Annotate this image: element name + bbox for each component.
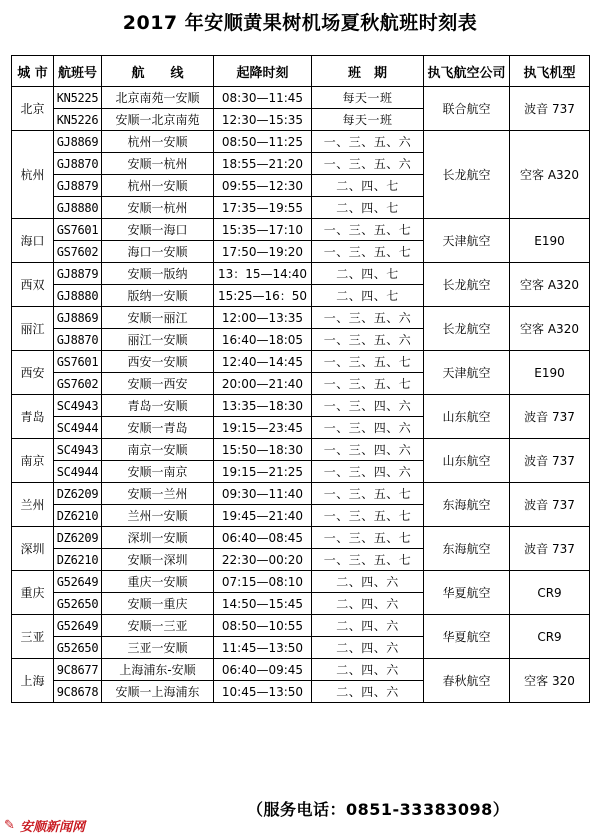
route-cell: 安顺一丽江 (102, 307, 214, 329)
table-row (12, 131, 590, 153)
table-row (12, 219, 590, 241)
days-cell: 一、三、四、六 (312, 461, 424, 483)
days-cell: 二、四、七 (312, 197, 424, 219)
flight-no-cell: KN5226 (54, 109, 102, 131)
route-cell: 安顺一南京 (102, 461, 214, 483)
table-row (12, 659, 590, 681)
flight-schedule-table (11, 55, 590, 703)
city-cell: 南京 (12, 439, 54, 483)
aircraft-cell: 波音 737 (510, 527, 590, 571)
city-cell: 深圳 (12, 527, 54, 571)
route-cell: 安顺一兰州 (102, 483, 214, 505)
city-cell: 上海 (12, 659, 54, 703)
route-cell: 南京一安顺 (102, 439, 214, 461)
flight-no-cell: KN5225 (54, 87, 102, 109)
table-row (12, 263, 590, 285)
flight-no-cell: DZ6209 (54, 527, 102, 549)
table-row (12, 351, 590, 373)
route-cell: 海口一安顺 (102, 241, 214, 263)
flight-no-cell: GJ8870 (54, 153, 102, 175)
aircraft-cell: 空客 A320 (510, 307, 590, 351)
days-cell: 二、四、六 (312, 615, 424, 637)
flight-no-cell: DZ6210 (54, 549, 102, 571)
time-cell: 11:45—13:50 (214, 637, 312, 659)
header-flight-no: 航班号 (54, 56, 102, 87)
days-cell: 二、四、七 (312, 263, 424, 285)
flight-no-cell: GJ8879 (54, 263, 102, 285)
airline-cell: 长龙航空 (424, 131, 510, 219)
table-row (12, 615, 590, 637)
flight-no-cell: SC4944 (54, 417, 102, 439)
days-cell: 一、三、五、七 (312, 219, 424, 241)
aircraft-cell: 波音 737 (510, 87, 590, 131)
airline-cell: 春秋航空 (424, 659, 510, 703)
aircraft-cell: 空客 320 (510, 659, 590, 703)
route-cell: 安顺一杭州 (102, 153, 214, 175)
city-cell: 三亚 (12, 615, 54, 659)
route-cell: 杭州一安顺 (102, 131, 214, 153)
route-cell: 三亚一安顺 (102, 637, 214, 659)
time-cell: 19:45—21:40 (214, 505, 312, 527)
city-cell: 重庆 (12, 571, 54, 615)
city-cell: 兰州 (12, 483, 54, 527)
time-cell: 09:30—11:40 (214, 483, 312, 505)
days-cell: 一、三、四、六 (312, 439, 424, 461)
time-cell: 22:30—00:20 (214, 549, 312, 571)
days-cell: 二、四、六 (312, 659, 424, 681)
aircraft-cell: 空客 A320 (510, 131, 590, 219)
flight-no-cell: 9C8678 (54, 681, 102, 703)
table-row (12, 527, 590, 549)
days-cell: 二、四、六 (312, 593, 424, 615)
flight-no-cell: G52650 (54, 637, 102, 659)
city-cell: 青岛 (12, 395, 54, 439)
table-row (12, 395, 590, 417)
time-cell: 06:40—09:45 (214, 659, 312, 681)
flight-no-cell: 9C8677 (54, 659, 102, 681)
service-phone: （服务电话：0851-33383098） (247, 800, 510, 819)
route-cell: 杭州一安顺 (102, 175, 214, 197)
aircraft-cell: CR9 (510, 615, 590, 659)
flight-no-cell: G52650 (54, 593, 102, 615)
route-cell: 青岛一安顺 (102, 395, 214, 417)
airline-cell: 天津航空 (424, 219, 510, 263)
flight-no-cell: GJ8870 (54, 329, 102, 351)
days-cell: 二、四、六 (312, 637, 424, 659)
days-cell: 一、三、四、六 (312, 417, 424, 439)
page-title: 2017 年安顺黄果树机场夏秋航班时刻表 (122, 12, 478, 34)
route-cell: 安顺一深圳 (102, 549, 214, 571)
flight-no-cell: G52649 (54, 571, 102, 593)
days-cell: 一、三、四、六 (312, 395, 424, 417)
time-cell: 13:35—18:30 (214, 395, 312, 417)
days-cell: 一、三、五、六 (312, 329, 424, 351)
header-days: 班 期 (312, 56, 424, 87)
flight-no-cell: GJ8869 (54, 307, 102, 329)
route-cell: 深圳一安顺 (102, 527, 214, 549)
city-cell: 丽江 (12, 307, 54, 351)
route-cell: 安顺一北京南苑 (102, 109, 214, 131)
days-cell: 一、三、五、七 (312, 483, 424, 505)
flight-no-cell: DZ6210 (54, 505, 102, 527)
route-cell: 安顺一杭州 (102, 197, 214, 219)
logo-text: 安顺新闻网 (20, 820, 86, 835)
time-cell: 18:55—21:20 (214, 153, 312, 175)
time-cell: 07:15—08:10 (214, 571, 312, 593)
time-cell: 20:00—21:40 (214, 373, 312, 395)
days-cell: 二、四、六 (312, 681, 424, 703)
airline-cell: 东海航空 (424, 527, 510, 571)
flight-no-cell: GJ8879 (54, 175, 102, 197)
airline-cell: 长龙航空 (424, 307, 510, 351)
route-cell: 安顺一三亚 (102, 615, 214, 637)
flight-no-cell: GS7601 (54, 351, 102, 373)
city-cell: 西双 (12, 263, 54, 307)
route-cell: 西安一安顺 (102, 351, 214, 373)
flight-no-cell: GS7602 (54, 241, 102, 263)
time-cell: 10:45—13:50 (214, 681, 312, 703)
airline-cell: 东海航空 (424, 483, 510, 527)
aircraft-cell: E190 (510, 351, 590, 395)
table-row (12, 87, 590, 109)
flight-no-cell: SC4943 (54, 439, 102, 461)
aircraft-cell: CR9 (510, 571, 590, 615)
airline-cell: 长龙航空 (424, 263, 510, 307)
time-cell: 08:50—10:55 (214, 615, 312, 637)
days-cell: 一、三、五、六 (312, 153, 424, 175)
days-cell: 一、三、五、七 (312, 527, 424, 549)
days-cell: 一、三、五、七 (312, 351, 424, 373)
header-airline: 执飞航空公司 (424, 56, 510, 87)
route-cell: 安顺一青岛 (102, 417, 214, 439)
table-row (12, 571, 590, 593)
time-cell: 16:40—18:05 (214, 329, 312, 351)
airline-cell: 联合航空 (424, 87, 510, 131)
flight-no-cell: DZ6209 (54, 483, 102, 505)
airline-cell: 华夏航空 (424, 615, 510, 659)
table-row (12, 483, 590, 505)
days-cell: 一、三、五、六 (312, 131, 424, 153)
flight-no-cell: GS7602 (54, 373, 102, 395)
table-row (12, 439, 590, 461)
aircraft-cell: 波音 737 (510, 395, 590, 439)
flight-no-cell: SC4943 (54, 395, 102, 417)
flight-no-cell: GJ8869 (54, 131, 102, 153)
route-cell: 安顺一上海浦东 (102, 681, 214, 703)
city-cell: 西安 (12, 351, 54, 395)
days-cell: 每天一班 (312, 87, 424, 109)
days-cell: 一、三、五、七 (312, 505, 424, 527)
table-header-row (12, 56, 590, 87)
days-cell: 一、三、五、七 (312, 549, 424, 571)
city-cell: 海口 (12, 219, 54, 263)
header-route: 航 线 (102, 56, 214, 87)
airline-cell: 山东航空 (424, 439, 510, 483)
route-cell: 北京南苑一安顺 (102, 87, 214, 109)
days-cell: 一、三、五、六 (312, 307, 424, 329)
route-cell: 安顺一版纳 (102, 263, 214, 285)
time-cell: 15:35—17:10 (214, 219, 312, 241)
aircraft-cell: 波音 737 (510, 439, 590, 483)
header-city: 城 市 (12, 56, 54, 87)
site-logo (4, 816, 85, 835)
aircraft-cell: 波音 737 (510, 483, 590, 527)
route-cell: 版纳一安顺 (102, 285, 214, 307)
airline-cell: 山东航空 (424, 395, 510, 439)
time-cell: 19:15—21:25 (214, 461, 312, 483)
header-time: 起降时刻 (214, 56, 312, 87)
time-cell: 12:30—15:35 (214, 109, 312, 131)
route-cell: 安顺一海口 (102, 219, 214, 241)
days-cell: 二、四、七 (312, 285, 424, 307)
days-cell: 二、四、七 (312, 175, 424, 197)
city-cell: 北京 (12, 87, 54, 131)
time-cell: 13：15—14:40 (214, 263, 312, 285)
route-cell: 上海浦东-安顺 (102, 659, 214, 681)
table-row (12, 307, 590, 329)
flight-no-cell: SC4944 (54, 461, 102, 483)
flight-no-cell: GJ8880 (54, 285, 102, 307)
route-cell: 重庆一安顺 (102, 571, 214, 593)
time-cell: 14:50—15:45 (214, 593, 312, 615)
time-cell: 08:30—11:45 (214, 87, 312, 109)
aircraft-cell: E190 (510, 219, 590, 263)
schedule-body (12, 87, 590, 703)
time-cell: 17:35—19:55 (214, 197, 312, 219)
aircraft-cell: 空客 A320 (510, 263, 590, 307)
city-cell: 杭州 (12, 131, 54, 219)
days-cell: 二、四、六 (312, 571, 424, 593)
days-cell: 一、三、五、七 (312, 373, 424, 395)
airline-cell: 天津航空 (424, 351, 510, 395)
days-cell: 一、三、五、七 (312, 241, 424, 263)
time-cell: 08:50—11:25 (214, 131, 312, 153)
flight-no-cell: GS7601 (54, 219, 102, 241)
logo-mark-icon: ✎ (4, 817, 15, 833)
flight-no-cell: G52649 (54, 615, 102, 637)
time-cell: 09:55—12:30 (214, 175, 312, 197)
flight-no-cell: GJ8880 (54, 197, 102, 219)
time-cell: 15:25—16：50 (214, 285, 312, 307)
time-cell: 12:00—13:35 (214, 307, 312, 329)
time-cell: 15:50—18:30 (214, 439, 312, 461)
time-cell: 06:40—08:45 (214, 527, 312, 549)
route-cell: 丽江一安顺 (102, 329, 214, 351)
header-aircraft: 执飞机型 (510, 56, 590, 87)
time-cell: 17:50—19:20 (214, 241, 312, 263)
airline-cell: 华夏航空 (424, 571, 510, 615)
route-cell: 安顺一重庆 (102, 593, 214, 615)
route-cell: 安顺一西安 (102, 373, 214, 395)
time-cell: 12:40—14:45 (214, 351, 312, 373)
route-cell: 兰州一安顺 (102, 505, 214, 527)
days-cell: 每天一班 (312, 109, 424, 131)
time-cell: 19:15—23:45 (214, 417, 312, 439)
